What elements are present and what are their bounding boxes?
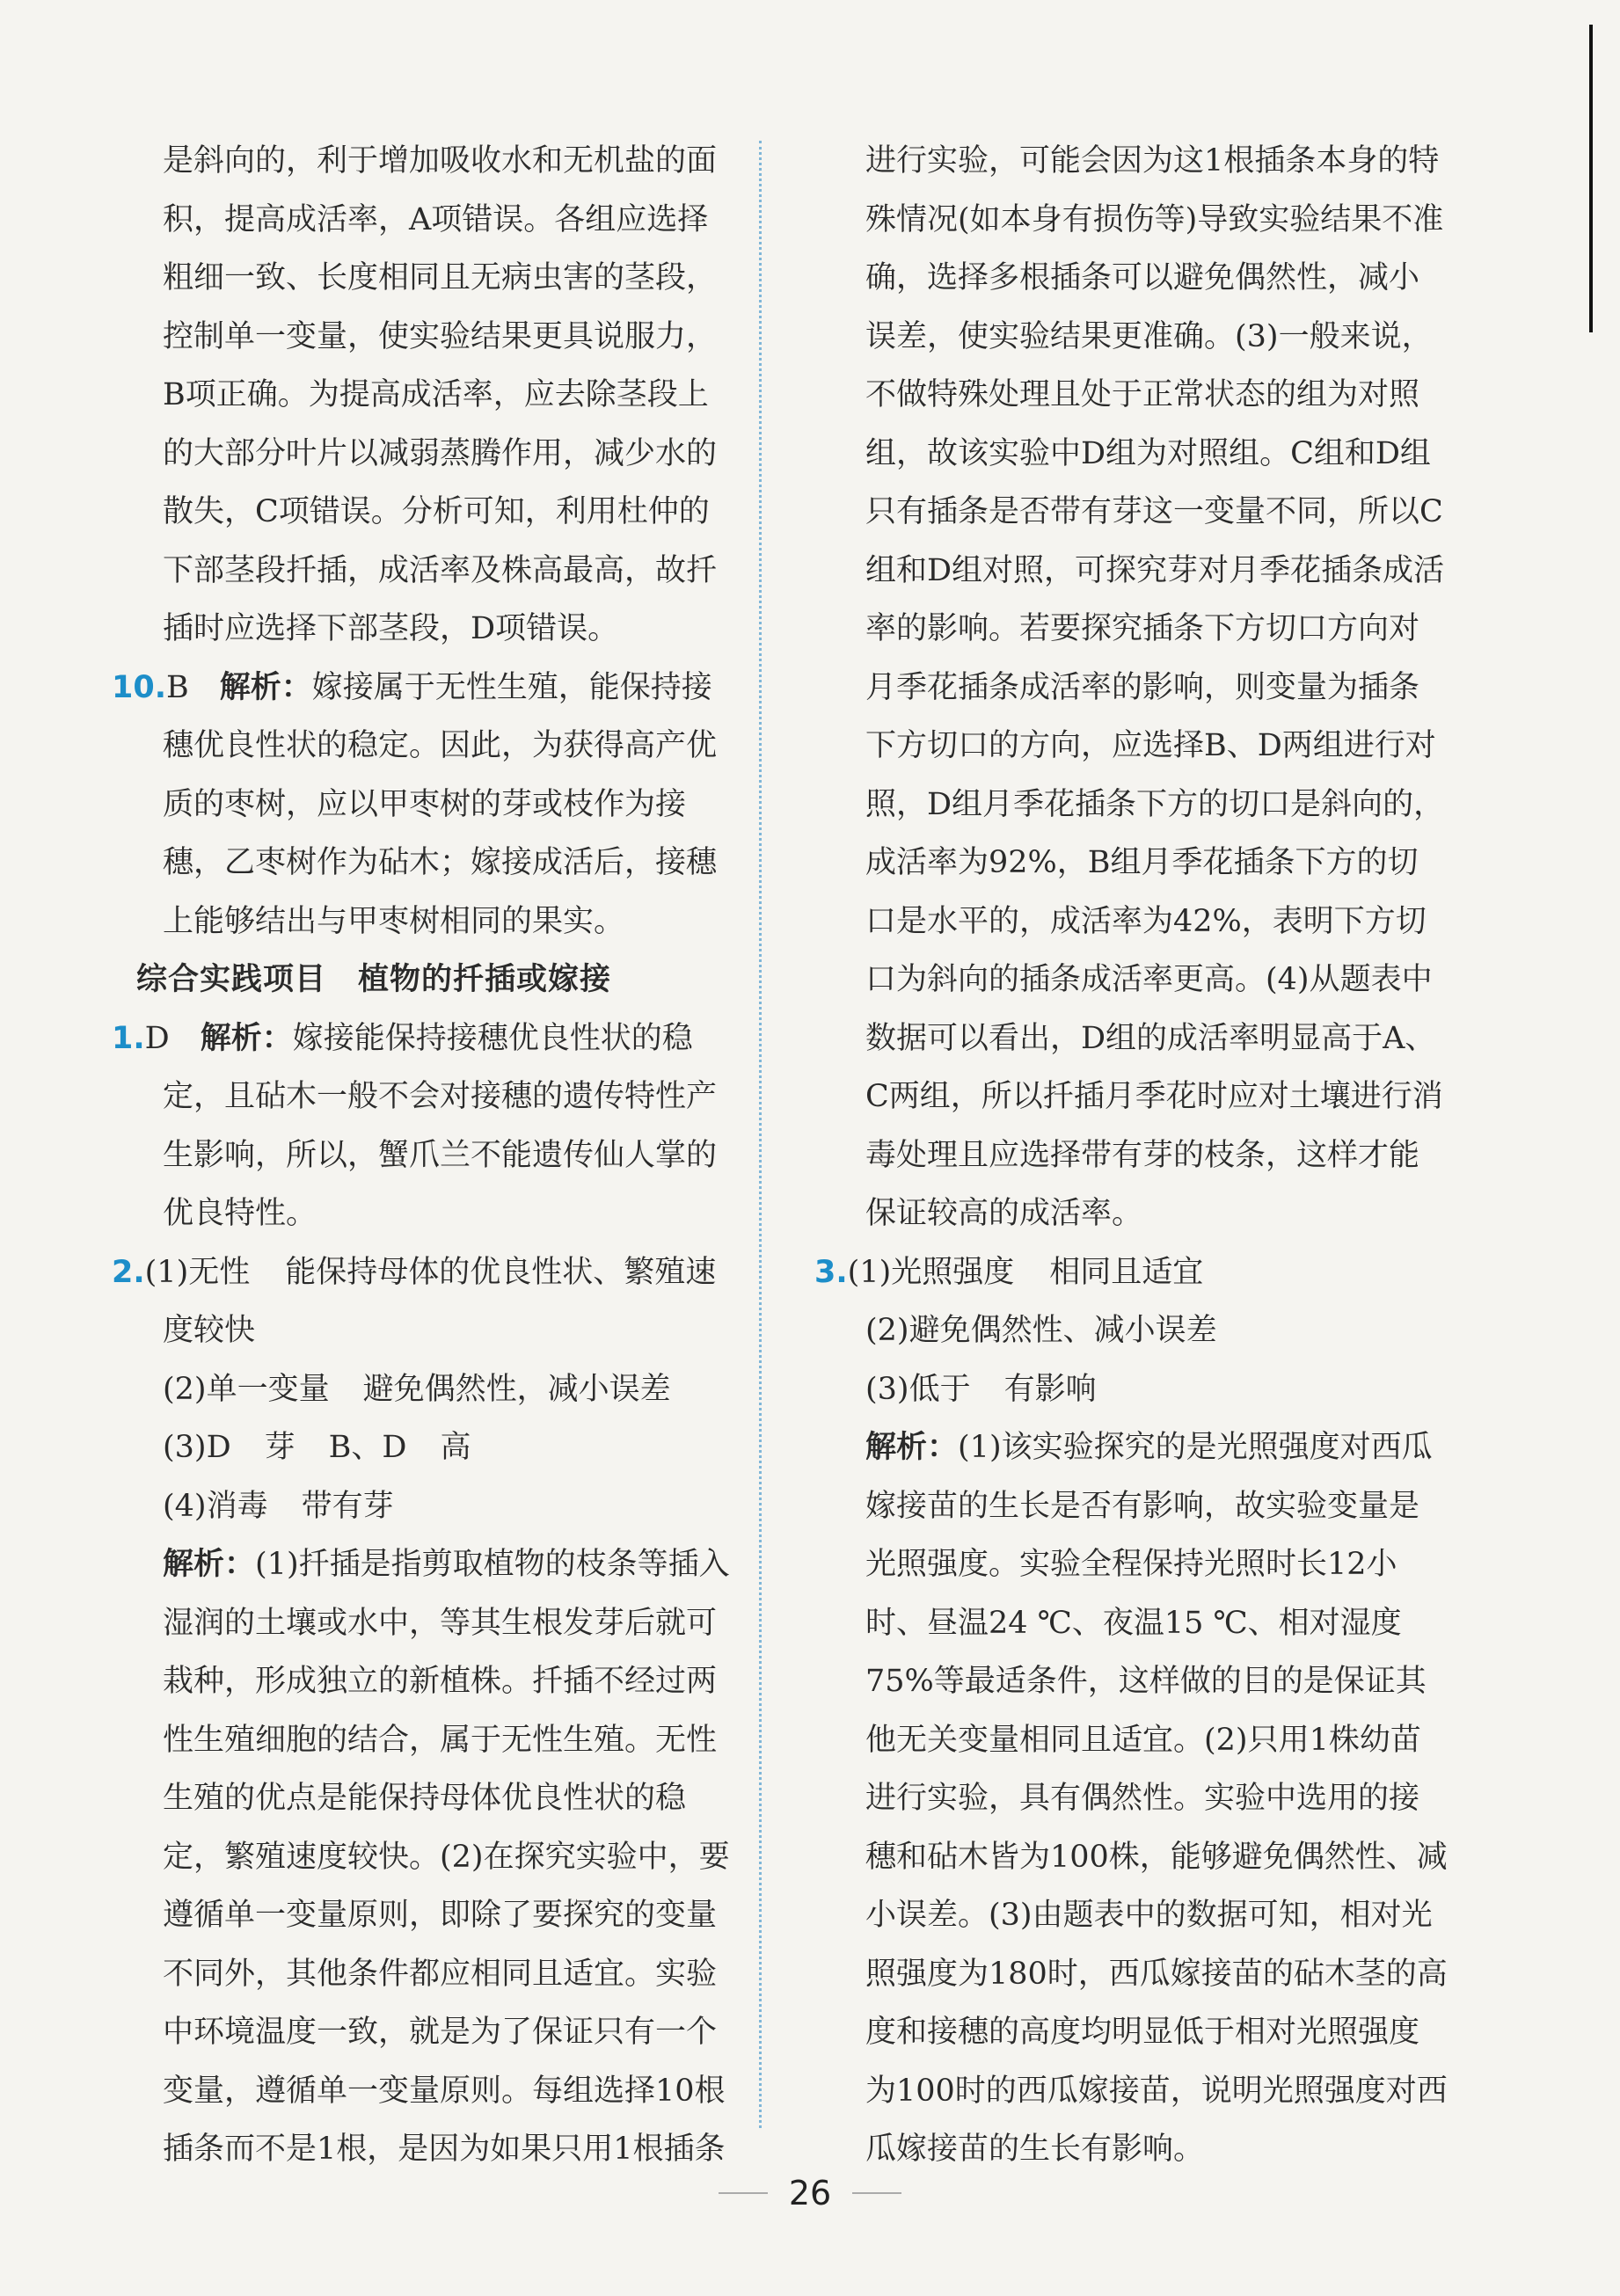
- left-column: [112, 132, 733, 2179]
- q3-number: 3.: [814, 1254, 848, 1290]
- q10-analysis: 嫁接属于无性生殖，能保持接穗优良性状的稳定。因此，为获得高产优质的枣树，应以甲枣树的芽或枝作为接穗，乙枣树作为砧木；嫁接成活后，接穗上能够结出与甲枣树相同的果实。: [163, 669, 718, 939]
- q10-answer: B: [166, 669, 189, 705]
- q3-a3b: 有影响: [1003, 1371, 1097, 1407]
- footer-dash-left: [719, 2192, 768, 2194]
- page-edge-line: [1589, 25, 1593, 332]
- q3-answer-1: [814, 1243, 1448, 1302]
- q3-a1a: (1)光照强度: [847, 1254, 1015, 1290]
- q10-analysis-label: 解析：: [219, 668, 312, 705]
- right-column: [814, 132, 1448, 2179]
- q2-analysis-continuation: 进行实验，可能会因为这1根插条本身的特殊情况(如本身有损伤等)导致实验结果不准确，选择多根插条可以避免偶然性，减小误差，使实验结果更准确。(3)一般来说，不做特殊处理且处于正常状态的组为对照组，故该实验中D组为对照组。C组和D组只有插条是否带有芽这一变量不同，所以C组和D组对照，可探究芽对月季花插条成活率的影响。若要探究插条下方切口方向对月季花插条成活率的影响，则变量为插条下方切口的方向，应选择B、D两组进行对照，D组月季花插条下方的切口是斜向的，成活率为92%，B组月季花插条下方的切口是水平的，成活率为42%，表明下方切口为斜向的插条成活率更高。(4)从题表中数据可以看出，D组的成活率明显高于A、C两组，所以扦插月季花时应对土壤进行消毒处理且应选择带有芽的枝条，这样才能保证较高的成活率。: [865, 143, 1445, 1231]
- q1-analysis: 嫁接能保持接穗优良性状的稳定，且砧木一般不会对接穗的遗传特性产生影响，所以，蟹爪兰不能遗传仙人掌的优良特性。: [163, 1020, 718, 1231]
- q2-answer-3: [112, 1418, 733, 1477]
- q2-number: 2.: [112, 1254, 145, 1290]
- q2-a3d: 高: [440, 1430, 471, 1465]
- q2-a3c: B、D: [328, 1430, 407, 1465]
- section-title: 综合实践项目 植物的扦插或嫁接: [136, 962, 612, 997]
- q2-analysis-label: 解析：: [163, 1546, 256, 1582]
- q9-continuation: 是斜向的，利于增加吸收水和无机盐的面积，提高成活率，A项错误。各组应选择粗细一致、长度相同且无病虫害的茎段，控制单一变量，使实验结果更具说服力，B项正确。为提高成活率，应去除茎段上的大部分叶片以减弱蒸腾作用，减少水的散失，C项错误。分析可知，利用杜仲的下部茎段扦插，成活率及株高最高，故扦插时应选择下部茎段，D项错误。: [163, 143, 718, 646]
- q3-a3a: (3)低于: [865, 1371, 971, 1407]
- q2-a2b: 避免偶然性，减小误差: [362, 1371, 671, 1407]
- page-number: 26: [788, 2174, 832, 2212]
- q3-answer-3: [814, 1360, 1448, 1419]
- footer-dash-right: [852, 2192, 901, 2194]
- q3-analysis-text: (1)该实验探究的是光照强度对西瓜嫁接苗的生长是否有影响，故实验变量是光照强度。实验全程保持光照时长12小时、昼温24 ℃、夜温15 ℃、相对湿度75%等最适条件，这样做的目的是保证其他无关变量相同且适宜。(2)只用1株幼苗进行实验，具有偶然性。实验中选用的接穗和砧木皆为100株，能够避免偶然性、减小误差。(3)由题表中的数据可知，相对光照强度为180时，西瓜嫁接苗的砧木茎的高度和接穗的高度均明显低于相对光照强度为100时的西瓜嫁接苗，说明光照强度对西瓜嫁接苗的生长有影响。: [865, 1430, 1448, 2167]
- q2-a3b: 芽: [264, 1430, 296, 1465]
- q3-a1b: 相同且适宜: [1049, 1254, 1204, 1290]
- q2-answer-4: [112, 1477, 733, 1536]
- q10-number: 10.: [112, 669, 167, 705]
- q10-item: [112, 659, 733, 951]
- q2-answer-1: [112, 1243, 733, 1360]
- page-footer: [0, 2174, 1620, 2212]
- q1-answer: D: [144, 1020, 170, 1056]
- column-divider: [759, 141, 762, 2128]
- q2-a2: (2)单一变量: [163, 1371, 330, 1407]
- q3-analysis: [814, 1418, 1448, 2179]
- q3-analysis-label: 解析：: [865, 1429, 959, 1465]
- q1-analysis-label: 解析：: [200, 1019, 293, 1056]
- q2-a3a: (3)D: [163, 1430, 231, 1465]
- q2-a1b: 能保持母体的优良性状、繁殖速度较快: [163, 1254, 717, 1348]
- q2-a1: (1)无性: [144, 1254, 251, 1290]
- q1-item: [112, 1010, 733, 1243]
- q1-number: 1.: [112, 1020, 145, 1056]
- q2-answer-2: [112, 1360, 733, 1419]
- q2-a4a: (4)消毒: [163, 1488, 268, 1524]
- q2-analysis-text: (1)扦插是指剪取植物的枝条等插入湿润的土壤或水中，等其生根发芽后就可栽种，形成独立的新植株。扦插不经过两性生殖细胞的结合，属于无性生殖。无性生殖的优点是能保持母体优良性状的稳定，繁殖速度较快。(2)在探究实验中，要遵循单一变量原则，即除了要探究的变量不同外，其他条件都应相同且适宜。实验中环境温度一致，就是为了保证只有一个变量，遵循单一变量原则。每组选择10根插条而不是1根，是因为如果只用1根插条: [163, 1547, 730, 2167]
- q3-answer-2: (2)避免偶然性、减小误差: [865, 1313, 1217, 1348]
- q2-analysis: [112, 1535, 733, 2179]
- q2-a4b: 带有芽: [301, 1488, 394, 1524]
